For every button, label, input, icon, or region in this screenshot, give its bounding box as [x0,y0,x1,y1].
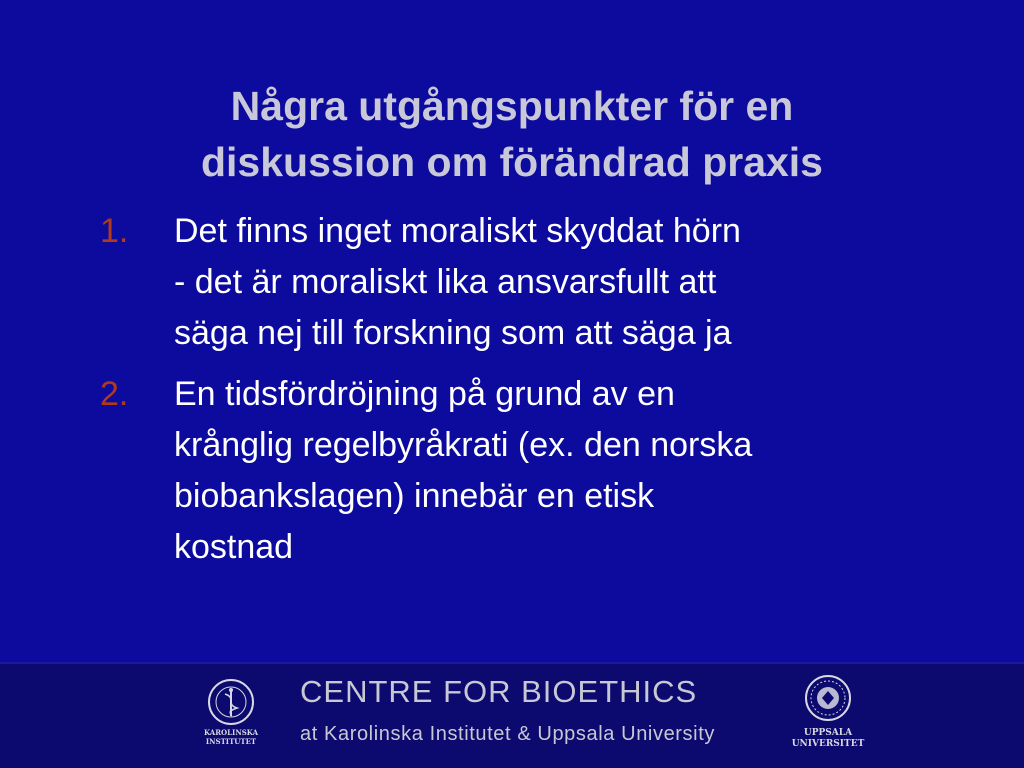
list-item-line: - det är moraliskt lika ansvarsfullt att [174,263,717,301]
list-item-line: säga nej till forskning som att säga ja [174,314,732,352]
karolinska-logo-line: KAROLINSKA [203,728,259,737]
karolinska-logo-line: INSTITUTET [205,737,257,746]
uppsala-logo-line: UNIVERSITET [791,739,865,749]
centre-name: CENTRE FOR BIOETHICS [300,674,698,709]
list-item-line: krånglig regelbyråkrati (ex. den norska [174,426,753,464]
centre-affiliation: at Karolinska Institutet & Uppsala University [300,723,715,745]
list-item-line: En tidsfördröjning på grund av en [174,375,675,413]
title-line-2: diskussion om förändrad praxis [201,139,823,185]
uppsala-logo-line: UPPSALA [803,728,853,738]
list-item-number: 1. [100,212,129,250]
karolinska-seal-icon [196,676,266,730]
list-item-text [174,369,980,573]
list-item-line: kostnad [174,528,294,566]
list-item-text [174,206,980,359]
uppsala-seal-icon [786,672,870,730]
karolinska-logo [196,676,266,752]
list-item-line: Det finns inget moraliskt skyddat hörn [174,212,741,250]
list-item [100,369,980,573]
list-item-number: 2. [100,375,129,413]
list-item [100,206,980,359]
slide-title [60,78,964,190]
uppsala-logo [786,672,870,752]
list-item-line: biobankslagen) innebär en etisk [174,477,655,515]
title-line-1: Några utgångspunkter för en [230,83,794,129]
numbered-list [100,206,980,583]
